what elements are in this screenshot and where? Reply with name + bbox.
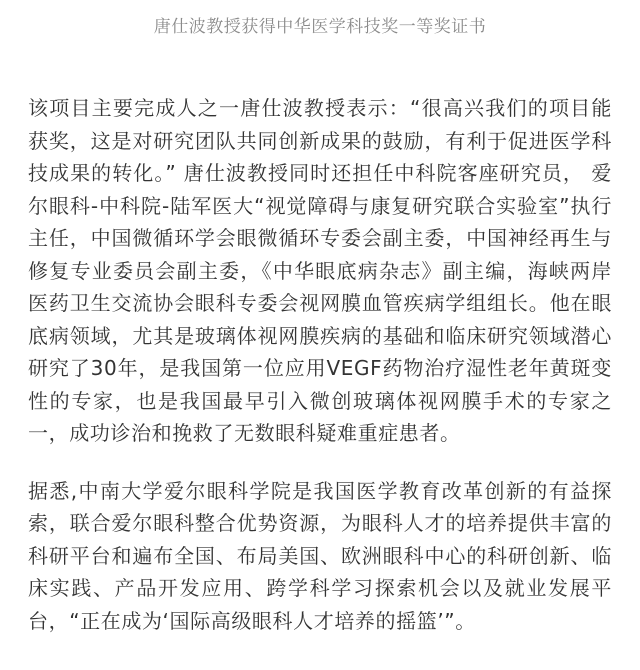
image-caption: 唐仕波教授获得中华医学科技奖一等奖证书 bbox=[153, 17, 487, 37]
paragraph-aier-academy: 据悉,中南大学爱尔眼科学院是我国医学教育改革创新的有益探索，联合爱尔眼科整合优势资源，为眼科人才的培养提供丰富的科研平台和遍布全国、布局美国、欧洲眼科中心的科研创新、临床实践、产品开发应用、跨学科学习探索机会以及就业发展平台，“正在成为‘国际高级眼科人才培养的摇篮’”。 bbox=[28, 478, 612, 633]
paragraph-tang-shibo-statement: 该项目主要完成人之一唐仕波教授表示：“很高兴我们的项目能获奖，这是对研究团队共同创新成果的鼓励，有利于促进医学科技成果的转化。” 唐仕波教授同时还担任中科院客座研究员， 爱尔眼科-中科院-陆军医大“视觉障碍与康复研究联合实验室”执行主任，中国微循环学会眼微循环专委会副主委，中国神经再生与修复专业委员会副主委，《中华眼底病杂志》副主编，海峡两岸医药卫生交流协会眼科专委会视网膜血管疾病学组组长。他在眼底病领域，尤其是玻璃体视网膜疾病的基础和临床研究领域潜心研究了30年，是我国第一位应用VEGF药物治疗湿性老年黄斑变性的专家，也是我国最早引入微创玻璃体视网膜手术的专家之一，成功诊治和挽救了无数眼科疑难重症患者。 bbox=[28, 96, 612, 445]
article-body bbox=[28, 92, 612, 637]
